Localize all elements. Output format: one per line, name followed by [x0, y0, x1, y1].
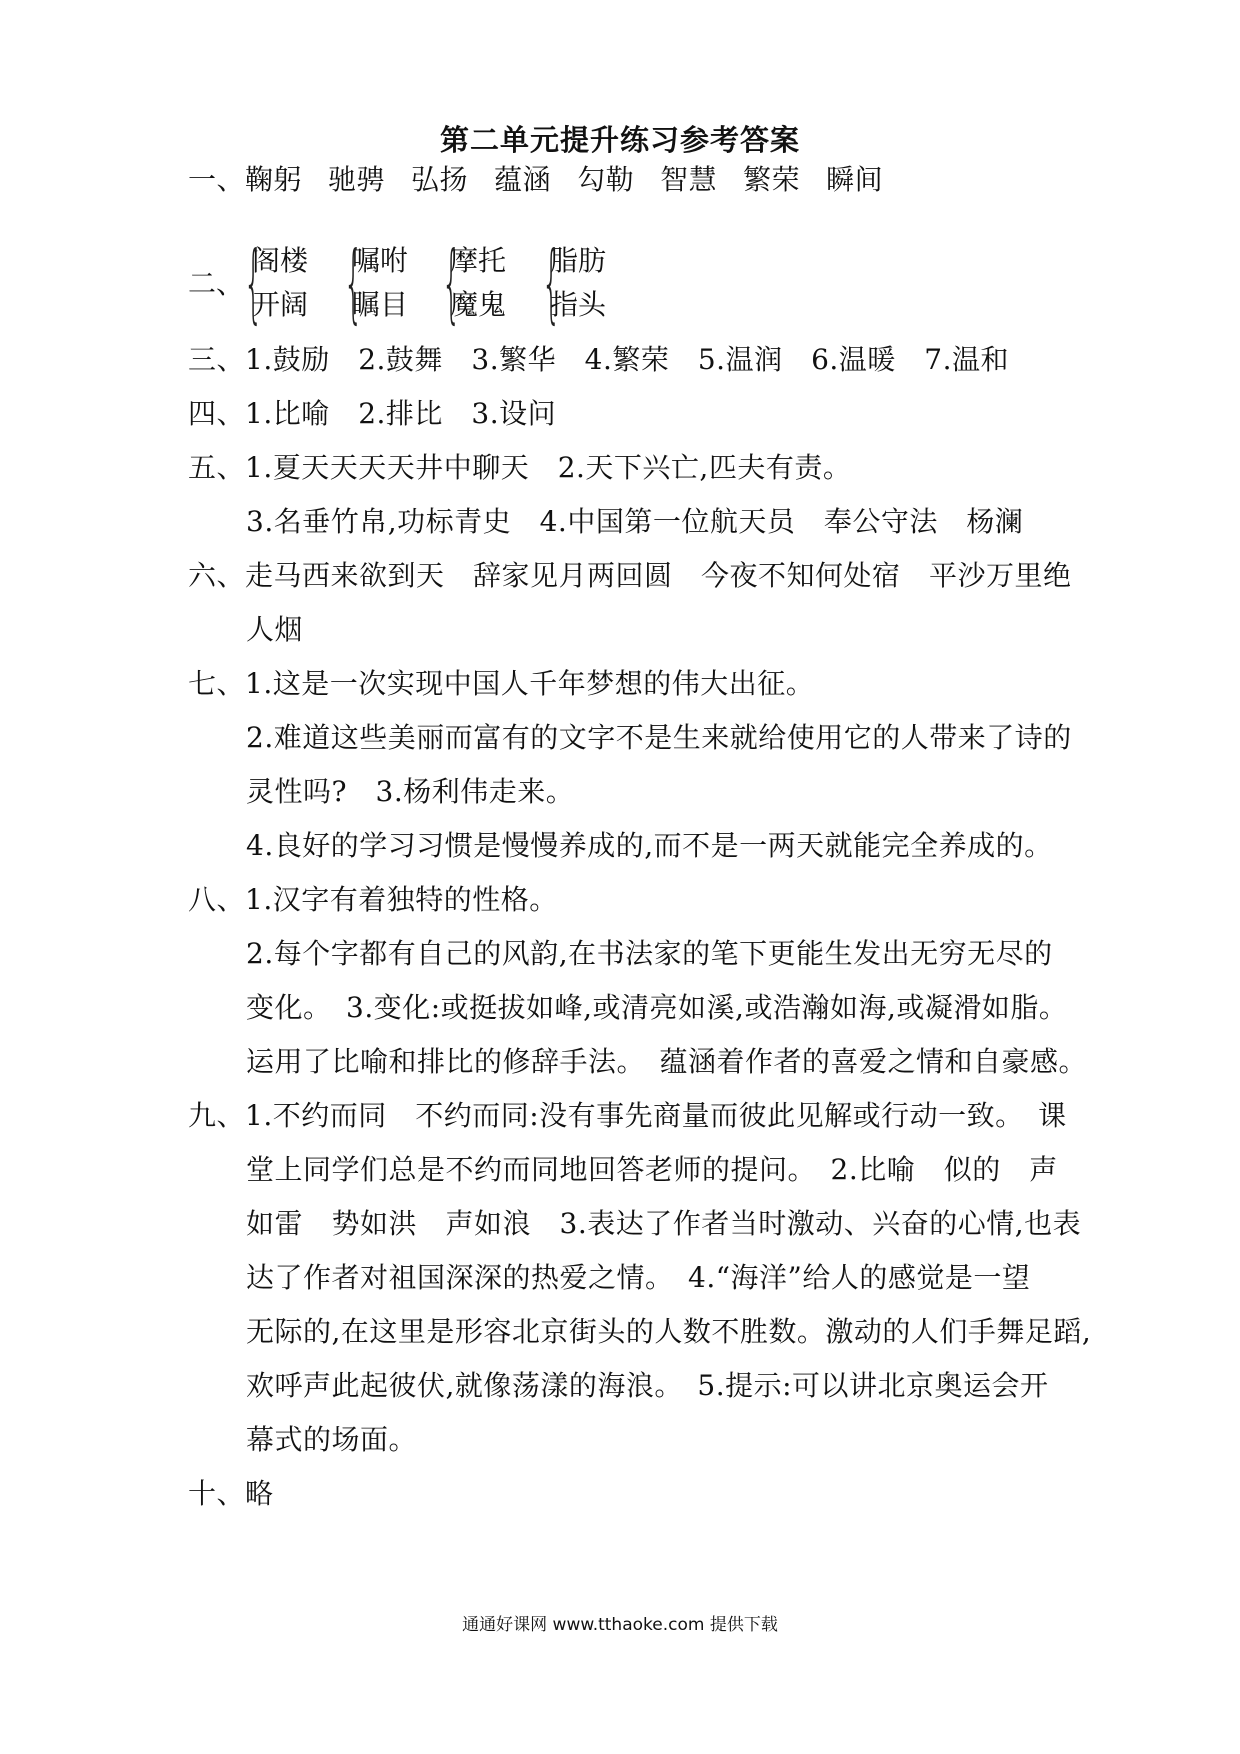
pair-1-top: 阁楼 [252, 244, 309, 277]
section-9-line-1: 九、1.不约而同 不约而同:没有事先商量而彼此见解或行动一致。 课 [188, 1099, 1067, 1132]
section-9-line-7: 幕式的场面。 [246, 1423, 418, 1456]
brace-icon: { [243, 233, 263, 333]
section-8-line-3: 变化。 3.变化:或挺拔如峰,或清亮如溪,或浩瀚如海,或凝滑如脂。 [246, 991, 1068, 1024]
section-8-line-1: 八、1.汉字有着独特的性格。 [188, 883, 558, 916]
section-6-line-1: 六、走马西来欲到天 辞家见月两回圆 今夜不知何处宿 平沙万里绝 [188, 559, 1072, 592]
section-4: 四、1.比喻 2.排比 3.设问 [188, 397, 557, 430]
section-9-line-2: 堂上同学们总是不约而同地回答老师的提问。 2.比喻 似的 声 [246, 1153, 1058, 1186]
word-8: 瞬间 [826, 163, 884, 196]
word-5: 勾勒 [577, 163, 635, 196]
pair-2-bottom: 瞩目 [352, 288, 409, 321]
section-9-line-6: 欢呼声此起彼伏,就像荡漾的海浪。 5.提示:可以讲北京奥运会开 [246, 1369, 1049, 1402]
pair-3-bottom: 魔鬼 [450, 288, 507, 321]
word-pair-1 [232, 233, 309, 333]
pair-4-bottom: 指头 [550, 288, 607, 321]
page-title: 第二单元提升练习参考答案 [439, 123, 800, 157]
section-1-number: 一、 [188, 163, 246, 196]
word-pair-2 [332, 233, 409, 333]
pair-3-top: 摩托 [450, 244, 507, 277]
word-3: 弘扬 [411, 163, 469, 196]
word-pair-4 [530, 233, 607, 333]
pair-2-top: 嘱咐 [352, 244, 409, 277]
section-10: 十、略 [188, 1477, 274, 1510]
brace-icon: { [541, 233, 561, 333]
pair-4-top: 脂肪 [550, 244, 607, 277]
section-2-number: 二、 [188, 267, 245, 300]
section-9-line-5: 无际的,在这里是形容北京街头的人数不胜数。激动的人们手舞足蹈, [246, 1315, 1092, 1348]
footer-text: 通通好课网 www.tthaoke.com 提供下载 [462, 1615, 778, 1635]
section-7-line-1: 七、1.这是一次实现中国人千年梦想的伟大出征。 [188, 667, 815, 700]
section-7-line-2: 2.难道这些美丽而富有的文字不是生来就给使用它的人带来了诗的 [246, 721, 1072, 754]
word-pair-3 [430, 233, 507, 333]
word-1: 鞠躬 [245, 163, 303, 196]
section-3: 三、1.鼓励 2.鼓舞 3.繁华 4.繁荣 5.温润 6.温暖 7.温和 [188, 343, 1010, 376]
section-7-line-4: 4.良好的学习习惯是慢慢养成的,而不是一两天就能完全养成的。 [246, 829, 1053, 862]
section-7-line-3: 灵性吗? 3.杨利伟走来。 [246, 775, 575, 808]
word-2: 驰骋 [328, 163, 386, 196]
section-8-line-2: 2.每个字都有自己的风韵,在书法家的笔下更能生发出无穷无尽的 [246, 937, 1053, 970]
brace-icon: { [441, 233, 461, 333]
section-9-line-3: 如雷 势如洪 声如浪 3.表达了作者当时激动、兴奋的心情,也表 [246, 1207, 1082, 1240]
section-1 [188, 160, 909, 200]
section-9-line-4: 达了作者对祖国深深的热爱之情。 4.“海洋”给人的感觉是一望 [246, 1261, 1031, 1294]
word-7: 繁荣 [743, 163, 801, 196]
section-6-line-2: 人烟 [246, 613, 304, 646]
brace-icon: { [343, 233, 363, 333]
section-8-line-4: 运用了比喻和排比的修辞手法。 蕴涵着作者的喜爱之情和自豪感。 [246, 1045, 1088, 1078]
word-6: 智慧 [660, 163, 718, 196]
word-4: 蕴涵 [494, 163, 552, 196]
pair-1-bottom: 开阔 [252, 288, 309, 321]
section-5-line-1: 五、1.夏天天天天井中聊天 2.天下兴亡,匹夫有责。 [188, 451, 852, 484]
section-5-line-2: 3.名垂竹帛,功标青史 4.中国第一位航天员 奉公守法 杨澜 [246, 505, 1024, 538]
